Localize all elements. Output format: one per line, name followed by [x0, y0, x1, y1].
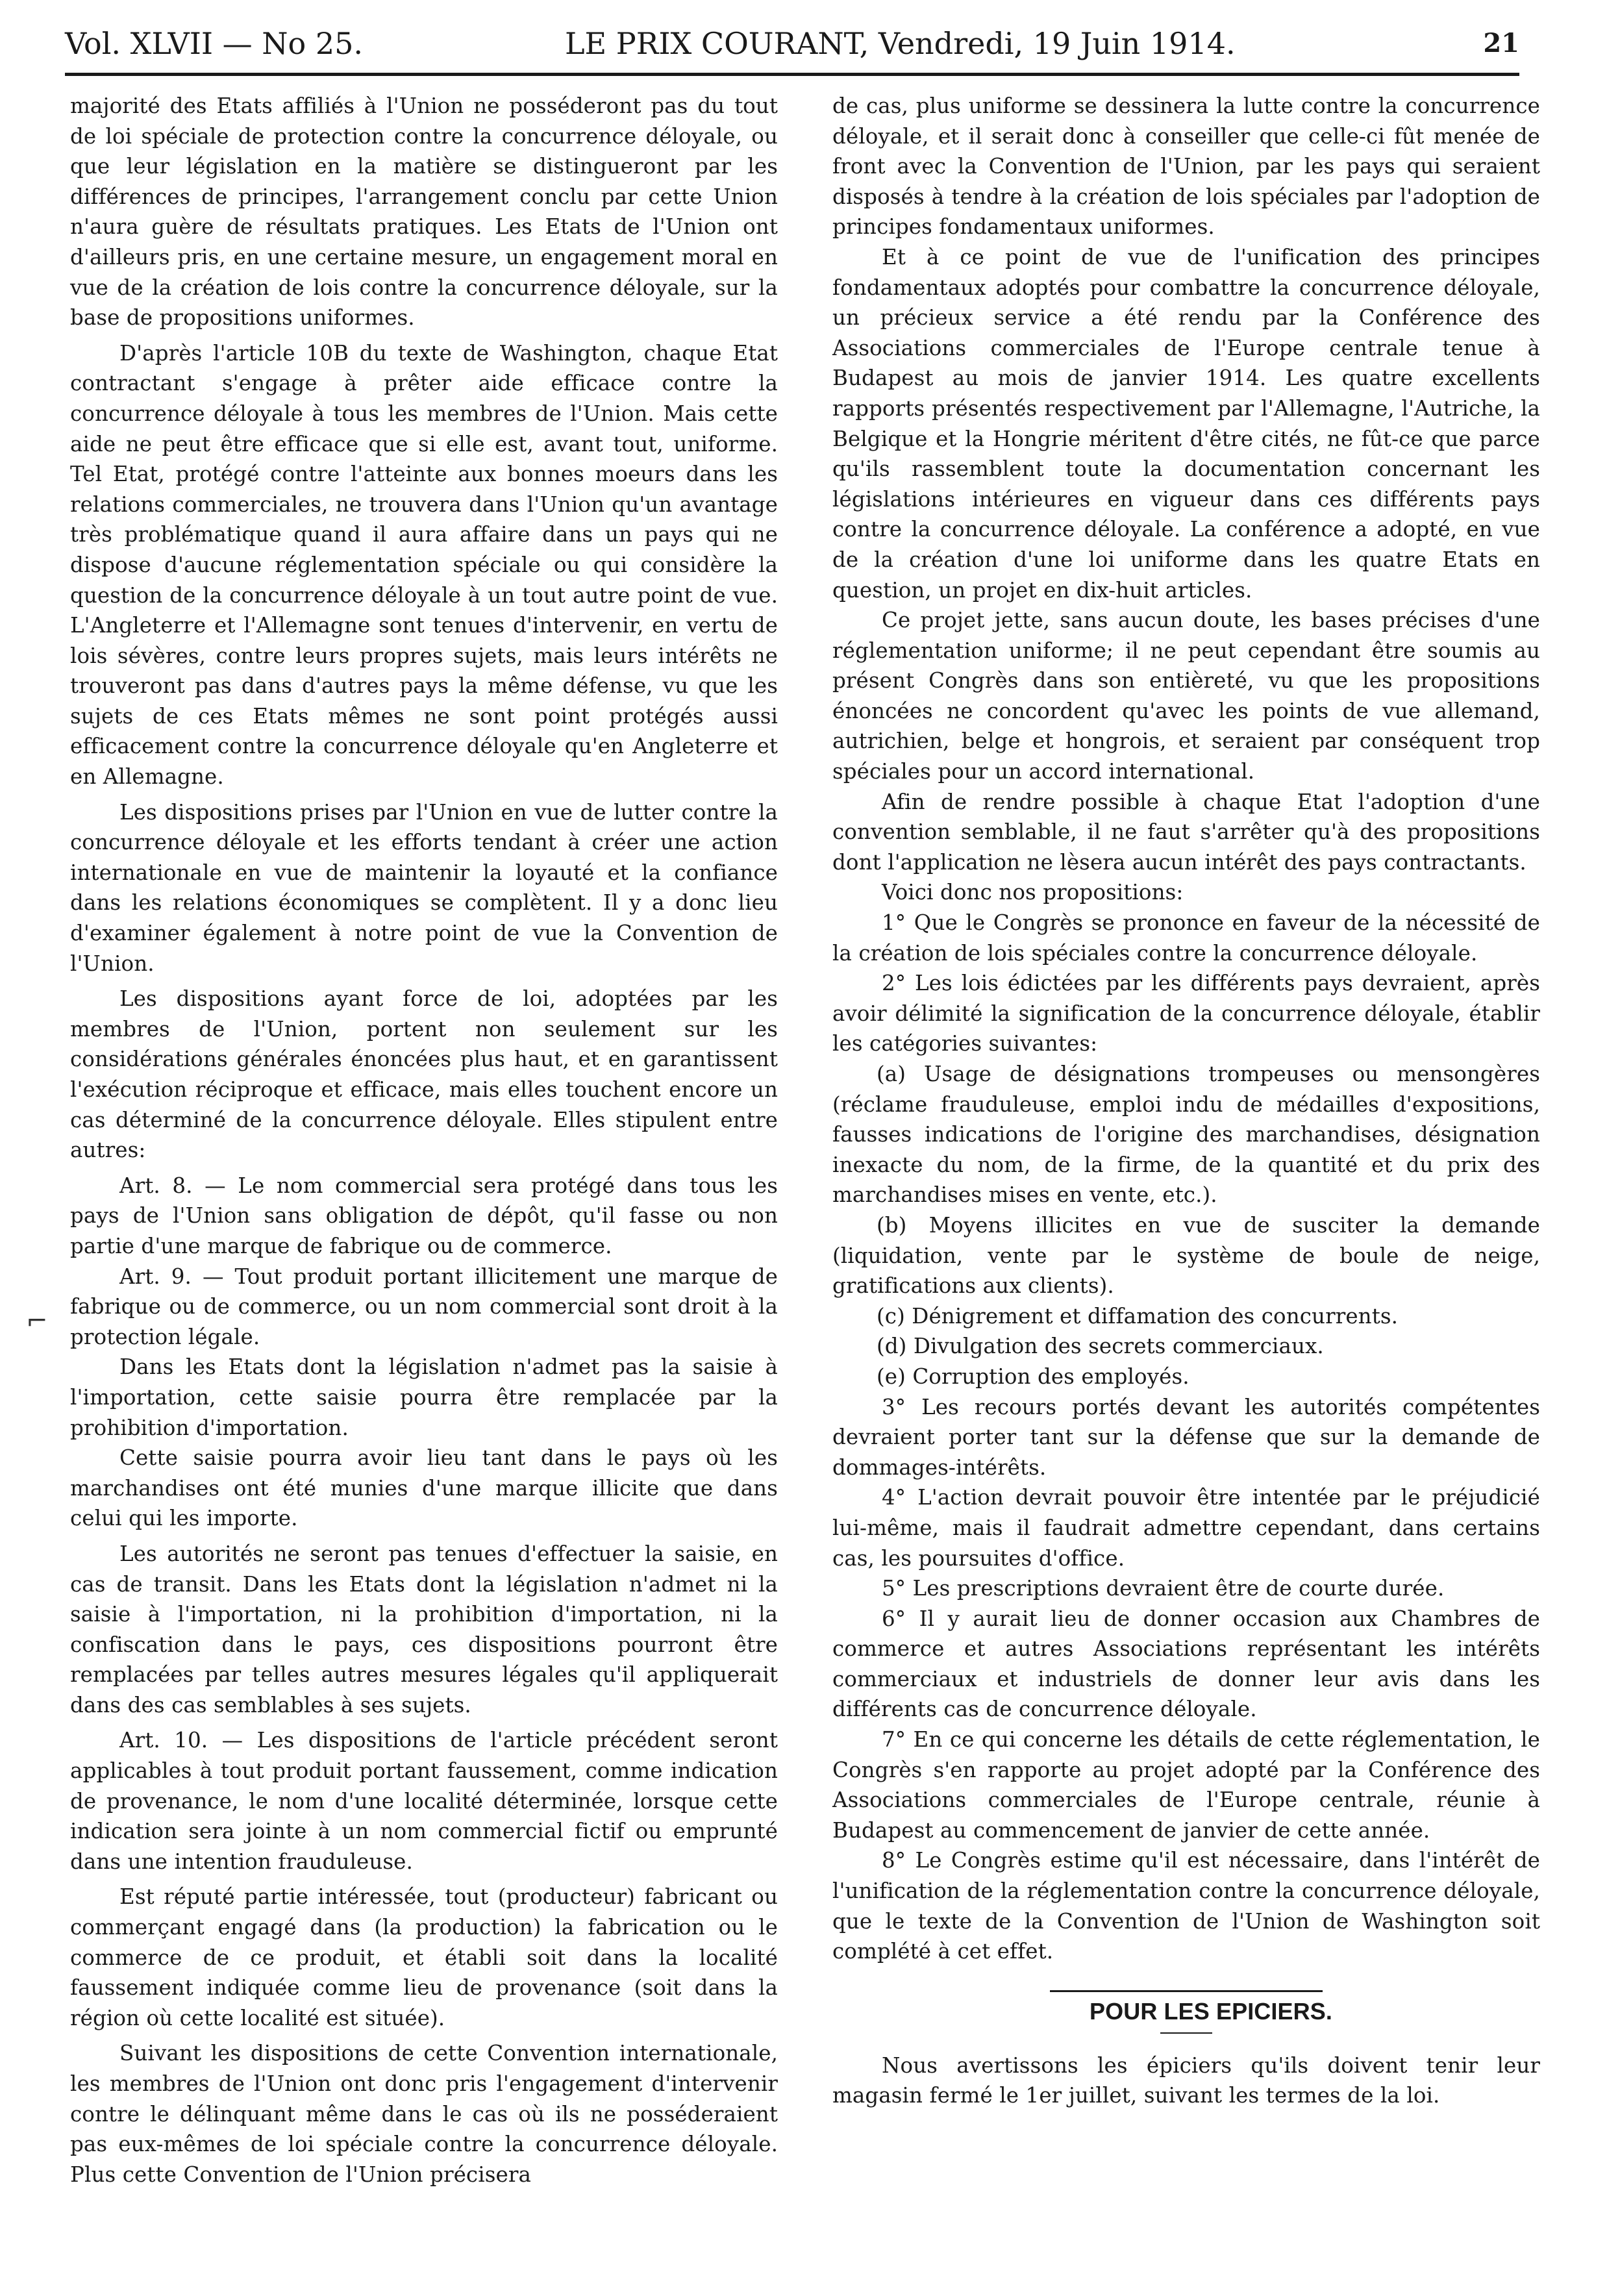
margin-mark-icon: ⌐	[26, 1306, 48, 1336]
category-c: (c) Dénigrement et diffamation des concurrents.	[877, 1303, 1399, 1329]
proposition-6: 6° Il y aurait lieu de donner occasion aux Chambres de commerce et autres Associations représentant les intérêts commerciaux et industriels de donner leur avis dans les différents cas de concurrence déloyale.	[832, 1606, 1540, 1722]
paragraph: Est réputé partie intéressée, tout (producteur) fabricant ou commerçant engagé dans (la production) la fabrication ou le commerce de ce produit, et établi soit dans la localité faussement indiquée comme lieu de provenance (soit dans la région où cette localité est située).	[70, 1884, 778, 2030]
category-a: (a) Usage de désignations trompeuses ou mensongères (réclame frauduleuse, emploi indu de médailles d'expositions, fausses indications de l'origine des marchandises, désignation inexacte du nom, de la firme, de la quantité et du prix des marchandises mises en vente, etc.).	[832, 1062, 1540, 1208]
proposition-5: 5° Les prescriptions devraient être de courte durée.	[882, 1576, 1445, 1601]
proposition-8: 8° Le Congrès estime qu'il est nécessaire, dans l'intérêt de l'unification de la réglementation contre la concurrence déloyale, que le texte de la Convention de l'Union de Washington soit complété à cet effet.	[832, 1848, 1540, 1964]
category-e: (e) Corruption des employés.	[877, 1364, 1190, 1389]
paragraph: Les dispositions prises par l'Union en vue de lutter contre la concurrence déloyale et les efforts tendant à créer une action internationale en vue de maintenir la loyauté et la confiance dans les relations économiques se complètent. Il y a donc lieu d'examiner également à notre point de vue la Convention de l'Union.	[70, 799, 778, 976]
page-header	[65, 18, 1519, 69]
newspaper-title: LE PRIX COURANT, Vendredi, 19 Juin 1914.	[565, 26, 1236, 61]
article-9: Art. 9. — Tout produit portant illicitement une marque de fabrique ou de commerce, ou un nom commercial sont droit à la protection légale.	[70, 1264, 778, 1349]
paragraph: Voici donc nos propositions:	[882, 880, 1184, 905]
paragraph: de cas, plus uniforme se dessinera la lutte contre la concurrence déloyale, et il serait donc à conseiller que celle-ci fût menée de front avec la Convention de l'Union, par les pays qui seraient disposés à tendre à la création de lois spéciales par l'adoption de principes fondamentaux uniformes.	[832, 94, 1540, 240]
paragraph: Les dispositions ayant force de loi, adoptées par les membres de l'Union, portent non seulement sur les considérations générales énoncées plus haut, et en garantissent l'exécution réciproque et efficace, mais elles touchent encore un cas déterminé de la concurrence déloyale. Elles stipulent entre autres:	[70, 986, 778, 1163]
right-column	[832, 91, 1540, 2111]
paragraph: Et à ce point de vue de l'unification des principes fondamentaux adoptés pour combattre la concurrence déloyale, un précieux service a été rendu par la Conférence des Associations commerciales de l'Europe centrale tenue à Budapest au mois de janvier 1914. Les quatre excellents rapports présentés respectivement par l'Allemagne, l'Autriche, la Belgique et la Hongrie méritent d'être cités, ne fût-ce que parce qu'ils rassemblent toute la documentation concernant les législations intérieures en vigueur dans ces différents pays contre la concurrence déloyale. La conférence a adopté, en vue de la création d'une loi uniforme dans les quatre Etats en question, un projet en dix-huit articles.	[832, 244, 1540, 603]
section-title: POUR LES EPICIERS.	[1090, 1997, 1332, 2025]
paragraph: majorité des Etats affiliés à l'Union ne posséderont pas du tout de loi spéciale de protection contre la concurrence déloyale, ou que leur législation en la matière se distingueront par les différences de principes, l'arrangement conclu par cette Union n'aura guère de résultats pratiques. Les Etats de l'Union ont d'ailleurs pris, en une certaine mesure, un engagement moral en vue de la création de lois contre la concurrence déloyale, sur la base de propositions uniformes.	[70, 94, 778, 331]
paragraph: Suivant les dispositions de cette Convention internationale, les membres de l'Union ont donc pris l'engagement d'intervenir contre le délinquant même dans le cas où ils ne posséderaient pas eux-mêmes de loi spéciale contre la concurrence déloyale. Plus cette Convention de l'Union précisera	[70, 2041, 778, 2187]
proposition-7: 7° En ce qui concerne les détails de cette réglementation, le Congrès s'en rapporte au projet adopté par la Conférence des Associations commerciales de l'Europe centrale, réunie à Budapest au commencement de janvier de cette année.	[832, 1727, 1540, 1843]
article-8: Art. 8. — Le nom commercial sera protégé dans tous les pays de l'Union sans obligation de dépôt, qu'il fasse ou non partie d'une marque de fabrique ou de commerce.	[70, 1173, 778, 1258]
page-number: 21	[1483, 28, 1519, 58]
proposition-1: 1° Que le Congrès se prononce en faveur de la nécessité de la création de lois spéciales contre la concurrence déloyale.	[832, 910, 1540, 966]
paragraph: Ce projet jette, sans aucun doute, les bases précises d'une réglementation uniforme; il ne peut cependant être soumis au présent Congrès dans son entièreté, vu que les propositions énoncées ne concordent qu'avec les points de vue allemand, autrichien, belge et hongrois, et seraient par conséquent trop spéciales pour un accord international.	[832, 608, 1540, 784]
paragraph: D'après l'article 10B du texte de Washington, chaque Etat contractant s'engage à prêter aide efficace contre la concurrence déloyale à tous les membres de l'Union. Mais cette aide ne peut être efficace que si elle est, avant tout, uniforme. Tel Etat, protégé contre l'atteinte aux bonnes moeurs dans les relations commerciales, ne trouvera dans l'Union qu'un avantage très problématique quand il aura affaire dans un pays qui ne dispose d'aucune réglementation spéciale ou qui considère la question de la concurrence déloyale à un tout autre point de vue. L'Angleterre et l'Allemagne sont tenues d'intervenir, en vertu de lois sévères, contre leurs propres sujets, mais leurs intérêts ne trouveront pas dans d'autres pays la même défense, vu que les sujets de ces Etats mêmes ne sont point protégés aussi efficacement contre la concurrence déloyale qu'en Angleterre et en Allemagne.	[70, 340, 778, 790]
paragraph: Les autorités ne seront pas tenues d'effectuer la saisie, en cas de transit. Dans les Etats dont la législation n'admet ni la saisie à l'importation, ni la prohibition d'importation, ni la confiscation dans le pays, ces dispositions pourront être remplacées par telles autres mesures légales qu'il appliquerait dans des cas semblables à ses sujets.	[70, 1541, 778, 1717]
article-10: Art. 10. — Les dispositions de l'article précédent seront applicables à tout produit portant faussement, comme indication de provenance, le nom d'une localité déterminée, lorsque cette indication sera jointe à un nom commercial fictif ou emprunté dans une intention frauduleuse.	[70, 1728, 778, 1874]
paragraph: Cette saisie pourra avoir lieu tant dans le pays où les marchandises ont été munies d'une marque illicite que dans celui qui les importe.	[70, 1445, 778, 1531]
category-d: (d) Divulgation des secrets commerciaux.	[877, 1334, 1324, 1359]
paragraph: Nous avertissons les épiciers qu'ils doivent tenir leur magasin fermé le 1er juillet, suivant les termes de la loi.	[832, 2053, 1540, 2108]
proposition-2: 2° Les lois édictées par les différents pays devraient, après avoir délimité la signification de la concurrence déloyale, établir les catégories suivantes:	[832, 971, 1540, 1056]
paragraph: Afin de rendre possible à chaque Etat l'adoption d'une convention semblable, il ne faut s'arrêter qu'à des propositions dont l'application ne lèsera aucun intérêt des pays contractants.	[832, 789, 1540, 875]
volume-number: Vol. XLVII — No 25.	[65, 26, 364, 61]
section-rule	[1160, 2032, 1212, 2034]
paragraph: Dans les Etats dont la législation n'admet pas la saisie à l'importation, cette saisie pourra être remplacée par la prohibition d'importation.	[70, 1354, 778, 1440]
left-column	[70, 91, 778, 2190]
proposition-4: 4° L'action devrait pouvoir être intentée par le préjudicié lui-même, mais il faudrait admettre cependant, dans certains cas, les poursuites d'office.	[832, 1485, 1540, 1571]
proposition-3: 3° Les recours portés devant les autorités compétentes devraient porter tant sur la défense que sur la demande de dommages-intérêts.	[832, 1394, 1540, 1480]
section-rule	[1050, 1990, 1323, 1992]
category-b: (b) Moyens illicites en vue de susciter la demande (liquidation, vente par le système de boule de neige, gratifications aux clients).	[832, 1212, 1540, 1299]
header-rule	[65, 73, 1519, 76]
